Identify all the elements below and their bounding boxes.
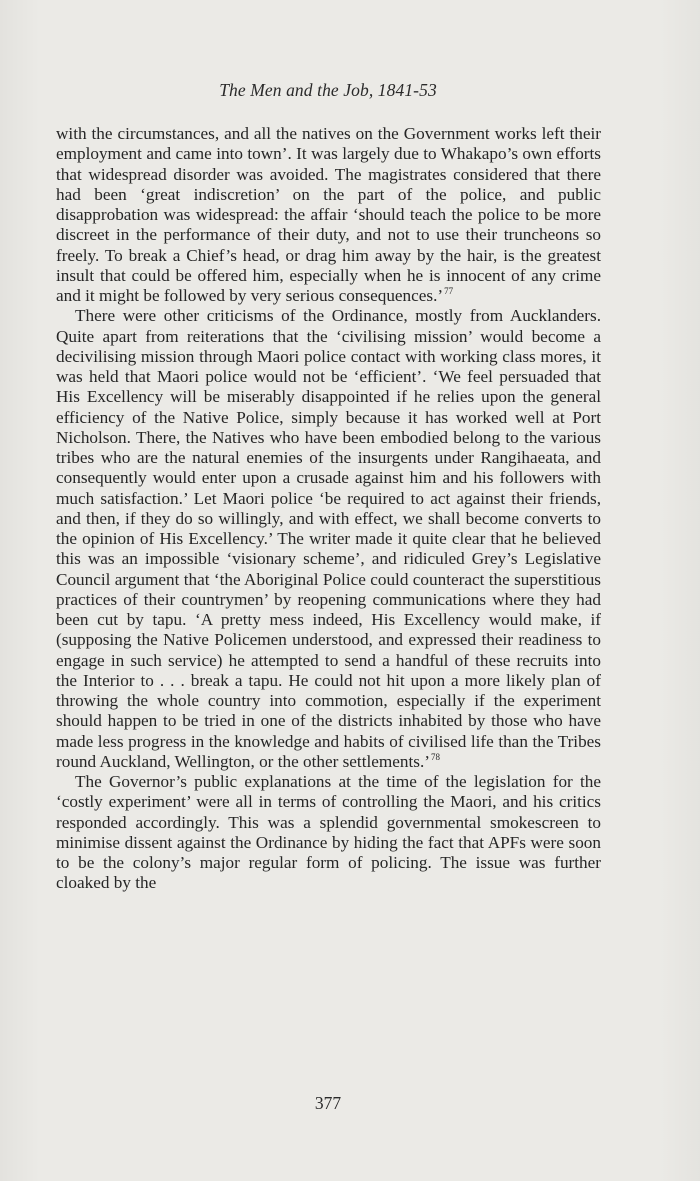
footnote-ref-78: 78 [430,751,440,762]
running-head: The Men and the Job, 1841-53 [219,80,437,100]
paragraph-2-text: There were other criticisms of the Ordinance, mostly from Aucklanders. Quite apart from reiterations that the ‘civilising mission’ would become a decivilising mission through Maori police contact with working class mores, it was held that Maori police would not be ‘efficient’. ‘We feel persuaded that His Excellency will be miserably disappointed if he relies upon the general efficiency of the Native Police, simply because it has worked well at Port Nicholson. There, the Natives who have been embodied belong to the various tribes who are the natural enemies of the insurgents under Rangihaeata, and consequently would enter upon a crusade against him and his followers with much satisfaction.’ Let Maori police ‘be required to act against their friends, and then, if they do so willingly, and with effect, we shall become converts to the opinion of His Excellency.’ The writer made it quite clear that he believed this was an impossible ‘visionary scheme’, and ridiculed Grey’s Legislative Council argument that ‘the Aboriginal Police could counteract the superstitious practices of their countrymen’ by reopening communications where they had been cut by tapu. ‘A pretty mess indeed, His Excellency would make, if (supposing the Native Policemen understood, and expressed their readiness to engage in such service) he attempted to send a handful of these recruits into the Interior to . . . break a tapu. He could not hit upon a more likely plan of throwing the whole country into commotion, especially if the experiment should happen to be tried in one of the districts inhabited by those who have made less progress in the knowledge and habits of civilised life than the Tribes round Auckland, Wellington, or the other settlements.’ [56,306,601,771]
footnote-ref-77: 77 [444,286,454,296]
body-text [56,124,601,894]
paragraph-2 [56,306,601,772]
paragraph-3-text: The Governor’s public explanations at the time of the legislation for the ‘costly experiment’ were all in terms of controlling the Maori, and his critics responded accordingly. This was a splendid governmental smokescreen to minimise dissent against the Ordinance by hiding the fact that APFs were soon to be the colony’s major regular form of policing. The issue was further cloaked by the [56,772,601,893]
paragraph-3 [56,772,601,894]
paragraph-1-text: with the circumstances, and all the natives on the Government works left their employment and came into town’. It was largely due to Whakapo’s own efforts that widespread disorder was avoided. The magistrates considered that there had been ‘great indiscretion’ on the part of the police, and public disapprobation was widespread: the affair ‘should teach the police to be more discreet in the performance of their duty, and not to use their truncheons so freely. To break a Chief’s head, or drag him away by the hair, is the greatest insult that could be offered him, especially when he is innocent of any crime and it might be followed by very serious consequences.’ [56,124,601,305]
page-number: 377 [314,1093,342,1113]
paragraph-1 [56,124,601,306]
